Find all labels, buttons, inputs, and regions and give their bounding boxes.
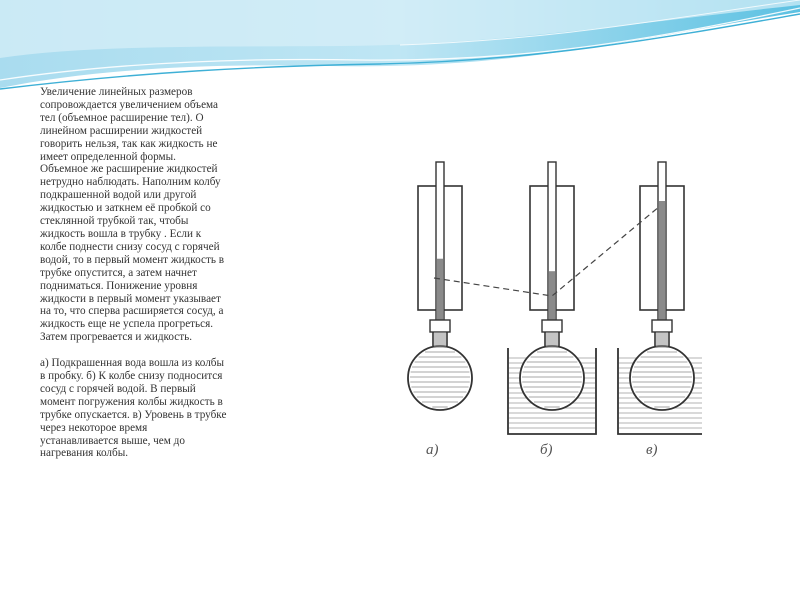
panel-label-a: а) bbox=[426, 442, 439, 458]
flask-bulb-c bbox=[630, 346, 694, 410]
neck-liquid-c bbox=[656, 332, 668, 348]
paragraph-figure-caption: а) Подкрашенная вода вошла из колбы в пробку. б) К колбе снизу подносится сосуд с горячей водой. В первый момент погружения колбы жидкость в трубке опускается. в) Уровень в трубке через некоторое время устанавливается выше, чем до нагревания колбы. bbox=[40, 357, 227, 460]
stopper-a bbox=[430, 320, 450, 332]
header-wave-decoration bbox=[0, 0, 800, 100]
flask-bulb-b bbox=[520, 346, 584, 410]
neck-liquid-b bbox=[546, 332, 558, 348]
flask-expansion-illustration bbox=[392, 148, 702, 468]
flask-bulb-a bbox=[408, 346, 472, 410]
level-dashed-line bbox=[434, 206, 660, 296]
panel-label-c: в) bbox=[646, 442, 658, 458]
stopper-b bbox=[542, 320, 562, 332]
tube-liquid-c bbox=[659, 201, 665, 328]
panel-label-b: б) bbox=[540, 442, 553, 458]
neck-liquid-a bbox=[434, 332, 446, 348]
stopper-c bbox=[652, 320, 672, 332]
paragraph-expansion-explanation: Увеличение линейных размеров сопровождается увеличением объема тел (объемное расширение тел). О линейном расширении жидкостей говорить нельзя, так как жидкость не имеет определенной формы. Объемное же расширение жидкостей нетрудно наблюдать. Наполним колбу подкрашенной водой или другой жидкостью и заткнем её пробкой со стеклянной трубкой так, чтобы жидкость вошла в трубку . Если к колбе поднести снизу сосуд с горячей водой, то в первый момент жидкость в трубке опустится, а затем начнет подниматься. Понижение уровня жидкости в первый момент указывает на то, что сперва расширяется сосуд, а жидкость еще не успела прогреться. Затем прогревается и жидкость. bbox=[40, 86, 225, 344]
description-text bbox=[40, 86, 302, 460]
tube-liquid-a bbox=[437, 259, 443, 328]
